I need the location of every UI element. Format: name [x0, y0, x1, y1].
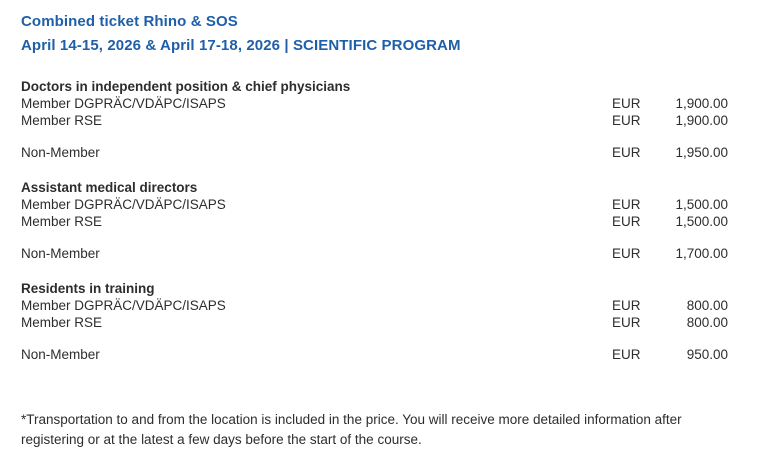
currency-code: EUR — [612, 197, 641, 212]
row-label: Member DGPRÄC/VDÄPC/ISAPS — [21, 197, 226, 212]
price-amount: 1,950.00 — [675, 145, 728, 160]
row-label: Non-Member — [21, 246, 100, 261]
price-amount: 1,500.00 — [675, 197, 728, 212]
currency-code: EUR — [612, 347, 641, 362]
transportation-footnote: *Transportation to and from the location is included in the price. You will receive more detailed information after registering or at the latest a few days before the start of the course. — [21, 412, 682, 447]
price-row — [21, 196, 728, 213]
price-row — [21, 314, 728, 331]
currency-code: EUR — [612, 298, 641, 313]
price-amount: 1,900.00 — [675, 113, 728, 128]
document-header — [21, 10, 728, 58]
price-section-assistant-directors — [21, 179, 728, 262]
price-amount: 1,500.00 — [675, 214, 728, 229]
currency-code: EUR — [612, 113, 641, 128]
row-label: Non-Member — [21, 145, 100, 160]
price-row — [21, 144, 728, 161]
currency-code: EUR — [612, 214, 641, 229]
row-label: Member RSE — [21, 315, 103, 330]
price-row — [21, 112, 728, 129]
price-row — [21, 297, 728, 314]
currency-code: EUR — [612, 315, 641, 330]
price-amount: 1,700.00 — [675, 246, 728, 261]
currency-code: EUR — [612, 246, 641, 261]
row-label: Member RSE — [21, 113, 103, 128]
section-heading: Assistant medical directors — [21, 180, 198, 195]
section-heading: Residents in training — [21, 281, 155, 296]
price-amount: 1,900.00 — [675, 96, 728, 111]
price-amount: 800.00 — [686, 315, 728, 330]
currency-code: EUR — [612, 145, 641, 160]
price-amount: 950.00 — [686, 347, 728, 362]
currency-code: EUR — [612, 96, 641, 111]
price-row — [21, 95, 728, 112]
row-label: Member RSE — [21, 214, 103, 229]
page-title: Combined ticket Rhino & SOS — [21, 13, 238, 30]
price-section-residents — [21, 280, 728, 363]
section-heading: Doctors in independent position & chief physicians — [21, 79, 351, 94]
row-label: Member DGPRÄC/VDÄPC/ISAPS — [21, 96, 226, 111]
price-section-doctors — [21, 78, 728, 161]
price-row — [21, 213, 728, 230]
row-label: Non-Member — [21, 347, 100, 362]
price-row — [21, 346, 728, 363]
price-amount: 800.00 — [686, 298, 728, 313]
price-row — [21, 245, 728, 262]
row-label: Member DGPRÄC/VDÄPC/ISAPS — [21, 298, 226, 313]
page-subtitle: April 14-15, 2026 & April 17-18, 2026 | SCIENTIFIC PROGRAM — [21, 37, 461, 54]
